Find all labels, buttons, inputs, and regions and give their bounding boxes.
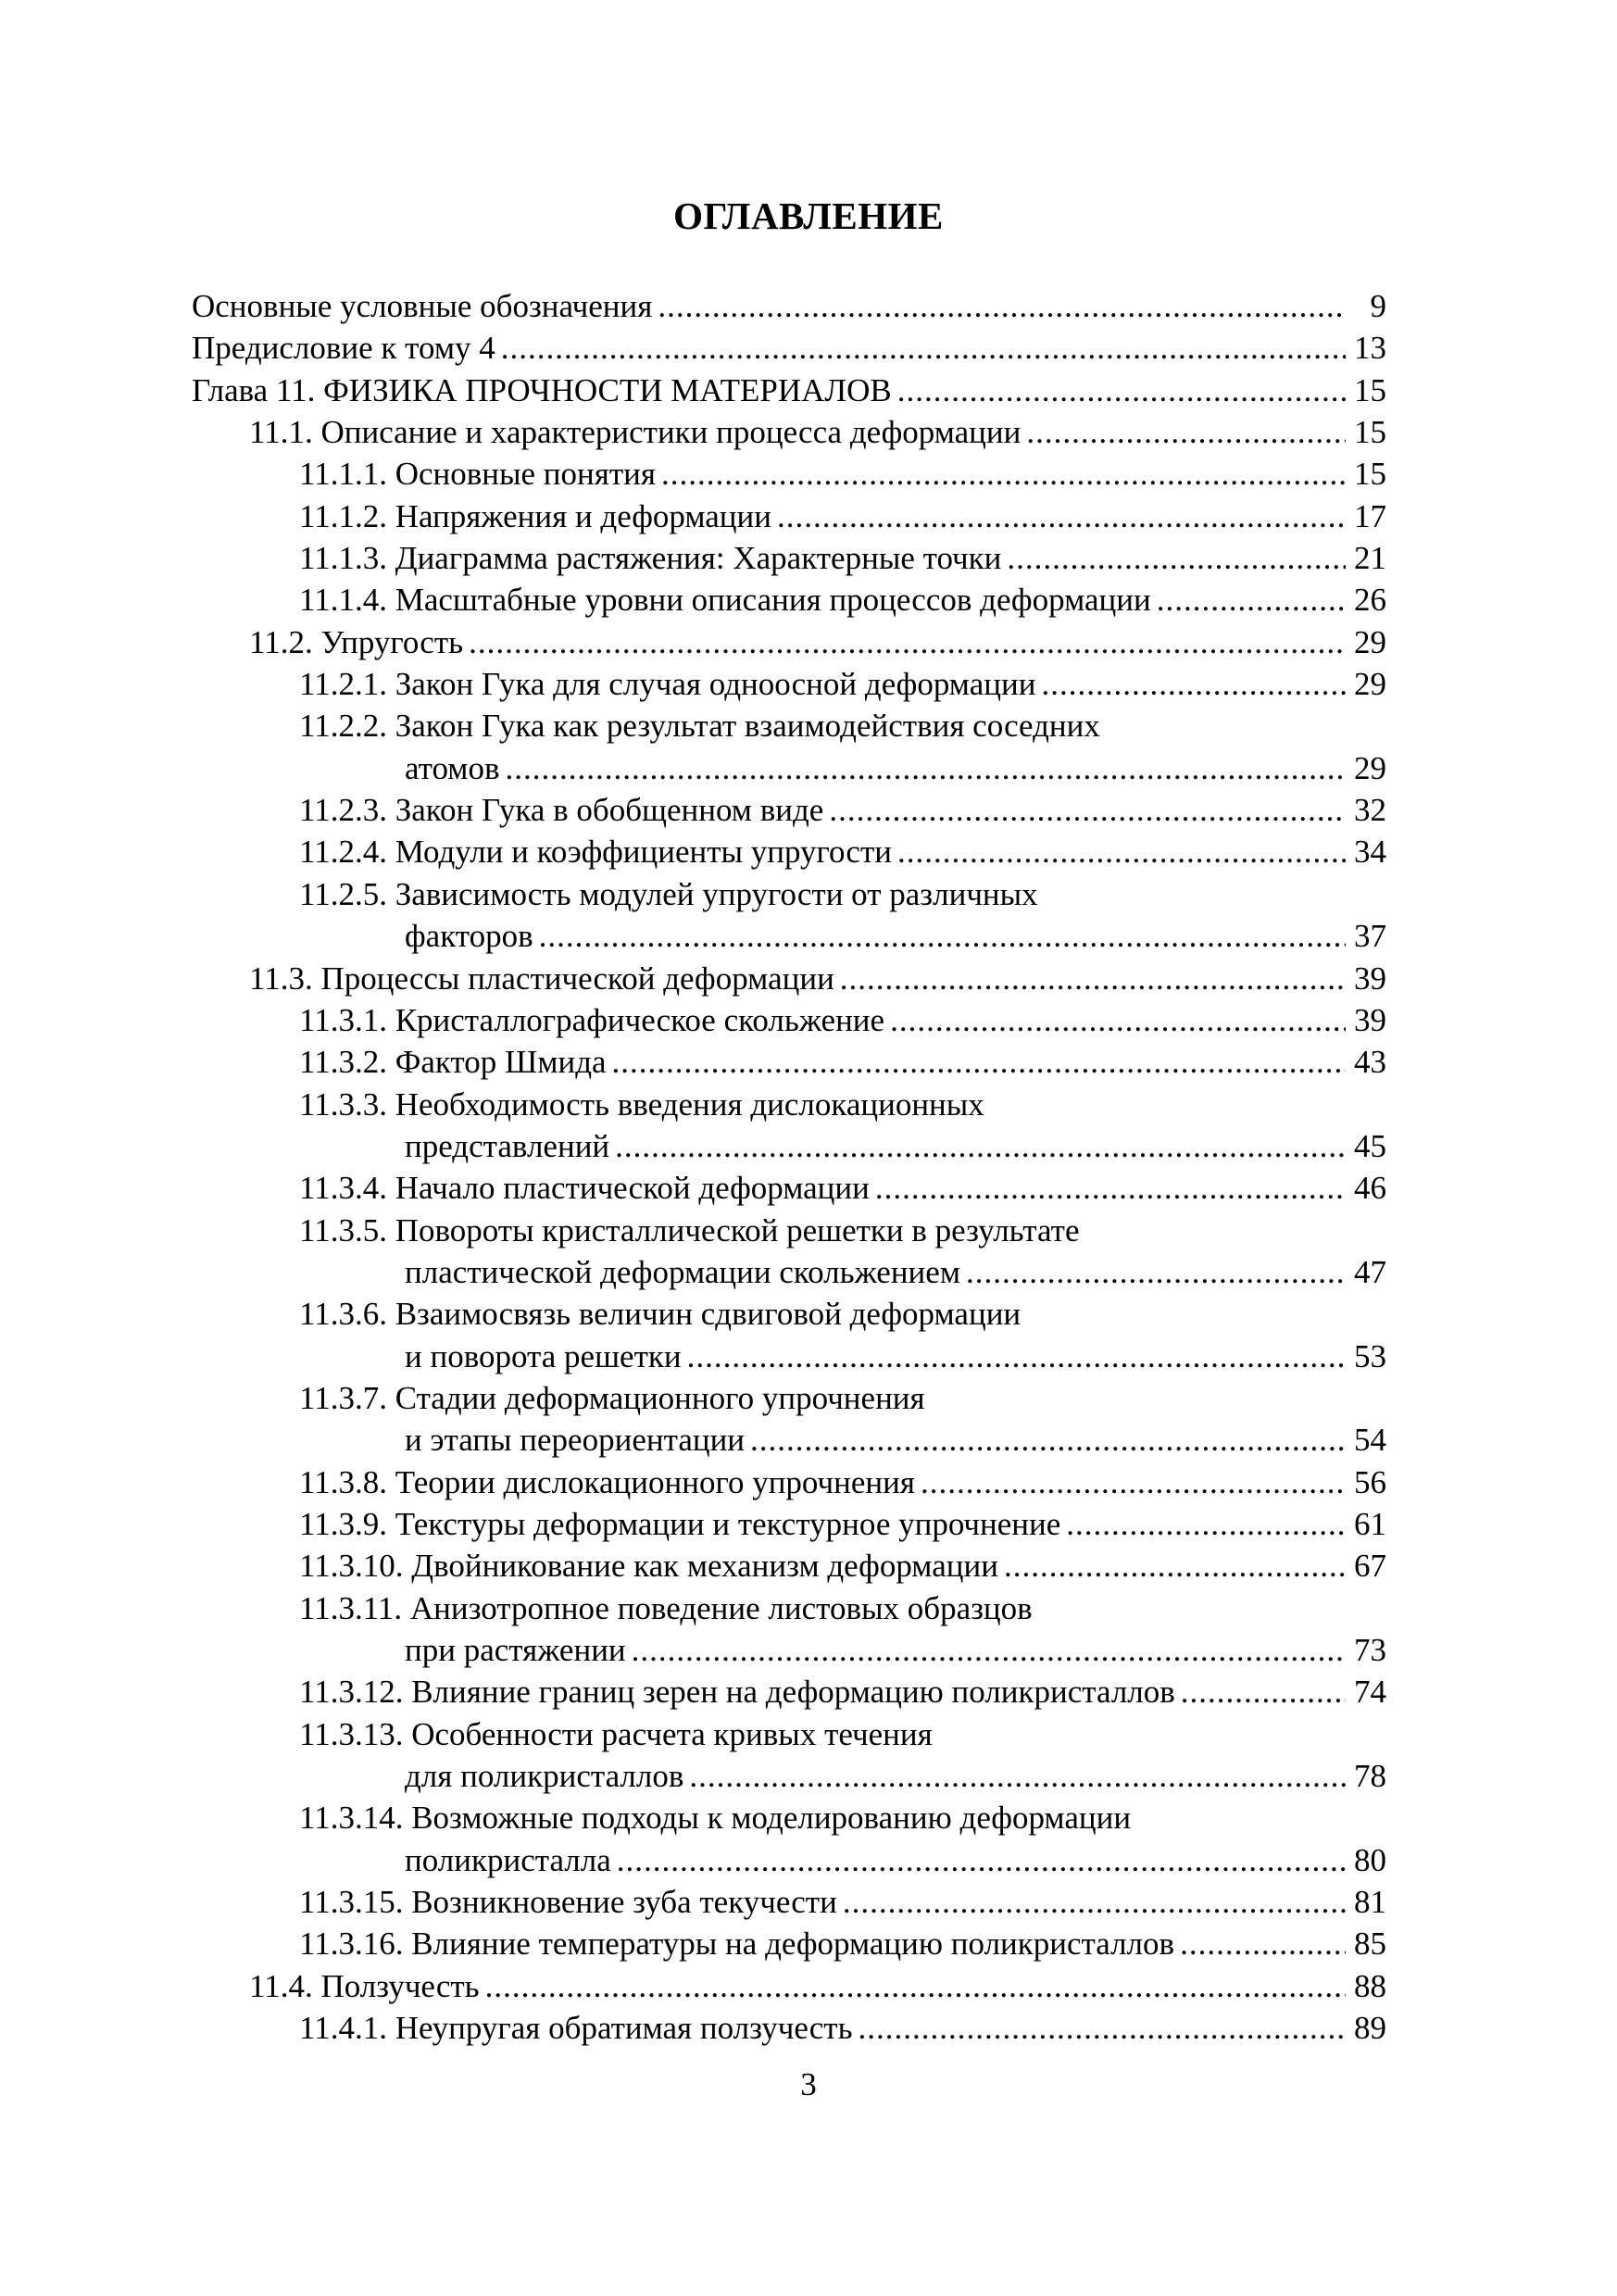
toc-entry-line <box>299 1084 1386 1125</box>
toc-page-number: 15 <box>1354 371 1386 408</box>
toc-entry <box>192 1503 1386 1545</box>
toc-dot-leader <box>897 831 1346 872</box>
toc-entry-line <box>192 327 1386 369</box>
toc-entry-line <box>405 1755 1386 1797</box>
toc-entry-line <box>192 370 1386 411</box>
toc-dot-leader <box>875 1167 1346 1209</box>
toc-dot-leader <box>1157 579 1346 621</box>
toc-dot-leader <box>687 1336 1346 1377</box>
toc-entry-title: 11.3.16. Влияние температуры на деформацию поликристаллов <box>299 1926 1175 1963</box>
toc-entry-continuation <box>192 1755 1386 1797</box>
toc-dot-leader <box>661 453 1346 495</box>
toc-dot-leader <box>1180 1923 1346 1964</box>
toc-page-number: 9 <box>1370 288 1386 324</box>
toc-entry-title: 11.1. Описание и характеристики процесса деформации <box>249 414 1022 451</box>
toc-page-number: 47 <box>1354 1253 1386 1290</box>
toc-page-number: 80 <box>1354 1841 1386 1878</box>
toc-entry <box>192 1167 1386 1209</box>
toc-entry-title: факторов <box>405 918 533 955</box>
toc-entry-continuation <box>192 1251 1386 1293</box>
toc-page-number: 88 <box>1354 1967 1386 2004</box>
toc-page-number: 73 <box>1354 1632 1386 1668</box>
toc-dot-leader <box>658 285 1346 327</box>
toc-entry <box>192 327 1386 369</box>
toc-entry-line <box>299 1797 1386 1838</box>
toc-entry-title: и поворота решетки <box>405 1337 682 1374</box>
toc-page-number: 89 <box>1354 2010 1386 2047</box>
toc-entry <box>192 1377 1386 1419</box>
toc-entry-line <box>405 1839 1386 1881</box>
toc-entry-line <box>405 1125 1386 1167</box>
toc-dot-leader <box>1181 1671 1346 1713</box>
toc-dot-leader <box>829 789 1346 831</box>
toc-entry-line <box>299 1293 1386 1335</box>
toc-entry <box>192 999 1386 1041</box>
toc-page-number: 45 <box>1354 1127 1386 1164</box>
toc-dot-leader <box>539 915 1346 957</box>
toc-entry-title: при растяжении <box>405 1632 626 1668</box>
toc-dot-leader <box>485 1965 1346 2007</box>
toc-entry-line <box>299 496 1386 537</box>
toc-entry <box>192 1041 1386 1083</box>
toc-entry-line <box>405 747 1386 789</box>
toc-entry-line <box>249 1965 1386 2007</box>
toc-entry-line <box>405 1419 1386 1461</box>
toc-entry-line <box>192 285 1386 327</box>
toc-entry-line <box>299 831 1386 872</box>
toc-entry-title: 11.1.2. Напряжения и деформации <box>299 497 771 534</box>
toc-entry-continuation <box>192 1839 1386 1881</box>
toc-page-number: 17 <box>1354 497 1386 534</box>
toc-entry <box>192 1923 1386 1964</box>
toc-page-number: 37 <box>1354 918 1386 955</box>
toc-entry <box>192 873 1386 915</box>
toc-entry <box>192 579 1386 621</box>
toc-entry <box>192 1965 1386 2007</box>
toc-entry <box>192 1797 1386 1838</box>
toc-entry-title: 11.4.1. Неупругая обратимая ползучесть <box>299 2010 853 2047</box>
toc-entry <box>192 831 1386 872</box>
toc-entry-line <box>299 999 1386 1041</box>
toc-page-number: 78 <box>1354 1758 1386 1795</box>
toc-entry-line <box>299 1671 1386 1713</box>
toc-entry-title: 11.4. Ползучесть <box>249 1967 480 2004</box>
toc-entry-line <box>299 579 1386 621</box>
toc-entry-title: 11.3.10. Двойникование как механизм деформации <box>299 1548 998 1585</box>
toc-entry-title: 11.3.15. Возникновение зуба текучести <box>299 1884 837 1921</box>
toc-entry <box>192 1084 1386 1125</box>
toc-entry <box>192 1210 1386 1251</box>
toc-entry-line <box>299 1041 1386 1083</box>
toc-dot-leader <box>1066 1503 1346 1545</box>
toc-entry-title: 11.3.5. Повороты кристаллической решетки в результате <box>299 1211 1080 1248</box>
toc-page-number: 29 <box>1354 666 1386 703</box>
toc-dot-leader <box>632 1629 1346 1671</box>
toc-dot-leader <box>612 1041 1346 1083</box>
toc-entry-title: 11.3.13. Особенности расчета кривых течения <box>299 1715 933 1752</box>
toc-dot-leader <box>859 2007 1346 2049</box>
toc-entry-line <box>249 621 1386 663</box>
toc-entry-line <box>299 789 1386 831</box>
toc-page-number: 39 <box>1354 1001 1386 1038</box>
toc-entry-title: 11.3. Процессы пластической деформации <box>249 960 834 997</box>
toc-entry-line <box>299 1462 1386 1503</box>
toc-entry-title: пластической деформации скольжением <box>405 1253 960 1290</box>
toc-entry <box>192 1293 1386 1335</box>
toc-dot-leader <box>1026 411 1346 453</box>
toc-entry <box>192 1671 1386 1713</box>
toc-dot-leader <box>897 370 1346 411</box>
toc-entry-line <box>299 1167 1386 1209</box>
toc-entry <box>192 621 1386 663</box>
toc-entry-line <box>299 537 1386 579</box>
toc-entry-title: представлений <box>405 1127 610 1164</box>
page-title: ОГЛАВЛЕНИЕ <box>673 194 944 237</box>
toc-entry-line <box>405 1251 1386 1293</box>
toc-page-number: 13 <box>1354 330 1386 367</box>
toc-entry <box>192 663 1386 705</box>
toc-entry <box>192 1462 1386 1503</box>
toc-entry-title: 11.1.1. Основные понятия <box>299 456 656 493</box>
toc-entry <box>192 370 1386 411</box>
toc-dot-leader <box>921 1462 1346 1503</box>
toc-dot-leader <box>689 1755 1346 1797</box>
toc-page-number: 46 <box>1354 1170 1386 1207</box>
toc-entry-line <box>405 1336 1386 1377</box>
toc-entry <box>192 285 1386 327</box>
toc-page-number: 26 <box>1354 582 1386 619</box>
toc-entry-title: 11.3.4. Начало пластической деформации <box>299 1170 870 1207</box>
toc-entry-title: Основные условные обозначения <box>192 288 653 324</box>
toc-entry <box>192 2007 1386 2049</box>
toc-entry-continuation <box>192 915 1386 957</box>
toc-entry <box>192 958 1386 999</box>
toc-entry-title: атомов <box>405 749 500 786</box>
toc-entry-title: 11.3.14. Возможные подходы к моделированию деформации <box>299 1800 1132 1837</box>
page-number: 3 <box>800 2066 817 2102</box>
toc-entry-title: 11.2.4. Модули и коэффициенты упругости <box>299 834 892 871</box>
toc-entry-line <box>249 411 1386 453</box>
toc-entry-title: 11.3.9. Текстуры деформации и текстурное упрочнение <box>299 1505 1061 1542</box>
toc-entry-title: и этапы переориентации <box>405 1422 746 1459</box>
toc-entry <box>192 1881 1386 1923</box>
toc-entry-line <box>299 1503 1386 1545</box>
toc-page-number: 53 <box>1354 1337 1386 1374</box>
toc-dot-leader <box>966 1251 1346 1293</box>
toc-entry-line <box>299 453 1386 495</box>
toc-entry-continuation <box>192 1125 1386 1167</box>
toc-entry-continuation <box>192 1629 1386 1671</box>
toc-page-number: 39 <box>1354 960 1386 997</box>
toc-entry-line <box>299 1713 1386 1755</box>
toc-page-number: 43 <box>1354 1044 1386 1081</box>
toc-dot-leader <box>1004 1545 1346 1587</box>
toc-page-number: 85 <box>1354 1926 1386 1963</box>
toc-entry-title: для поликристаллов <box>405 1758 684 1795</box>
toc-entry <box>192 1713 1386 1755</box>
toc-dot-leader <box>843 1881 1346 1923</box>
toc-entry <box>192 537 1386 579</box>
toc-dot-leader <box>1041 663 1346 705</box>
toc-dot-leader <box>505 747 1346 789</box>
toc-page-number: 67 <box>1354 1548 1386 1585</box>
toc-entry-title: Глава 11. ФИЗИКА ПРОЧНОСТИ МАТЕРИАЛОВ <box>192 371 892 408</box>
toc-entry-title: поликристалла <box>405 1841 611 1878</box>
toc-dot-leader <box>750 1419 1346 1461</box>
toc-entry-title: 11.3.11. Анизотропное поведение листовых образцов <box>299 1589 1033 1626</box>
toc-entry-line <box>405 915 1386 957</box>
toc-entry-title: 11.2.5. Зависимость модулей упругости от различных <box>299 875 1038 912</box>
toc-page-number: 81 <box>1354 1884 1386 1921</box>
toc-entry <box>192 496 1386 537</box>
toc-page-number: 61 <box>1354 1505 1386 1542</box>
toc-entry-title: 11.3.1. Кристаллографическое скольжение <box>299 1001 885 1038</box>
toc-entry-line <box>405 1629 1386 1671</box>
toc-dot-leader <box>777 496 1346 537</box>
toc-entry-continuation <box>192 747 1386 789</box>
toc-page-number: 32 <box>1354 792 1386 829</box>
toc-entry-line <box>299 705 1386 747</box>
toc-entry-line <box>299 1923 1386 1964</box>
toc-entry-title: 11.3.12. Влияние границ зерен на деформацию поликристаллов <box>299 1674 1175 1711</box>
toc-entry-line <box>299 1377 1386 1419</box>
toc-page-number: 15 <box>1354 456 1386 493</box>
toc-entry-title: 11.2.3. Закон Гука в обобщенном виде <box>299 792 824 829</box>
toc-entry-line <box>299 1210 1386 1251</box>
toc-page-number: 29 <box>1354 749 1386 786</box>
toc-entry-title: Предисловие к тому 4 <box>192 330 495 367</box>
toc-entry <box>192 453 1386 495</box>
toc-entry <box>192 1545 1386 1587</box>
toc-entry-title: 11.3.7. Стадии деформационного упрочнения <box>299 1379 925 1416</box>
toc-page-number: 54 <box>1354 1422 1386 1459</box>
toc-entry-line <box>299 1881 1386 1923</box>
toc-dot-leader <box>890 999 1346 1041</box>
toc-entry-title: 11.3.2. Фактор Шмида <box>299 1044 607 1081</box>
toc-entry-line <box>249 958 1386 999</box>
table-of-contents <box>192 285 1386 2049</box>
toc-entry-title: 11.2.2. Закон Гука как результат взаимодействия соседних <box>299 708 1100 745</box>
toc-page-number: 15 <box>1354 414 1386 451</box>
toc-page-number: 29 <box>1354 623 1386 660</box>
toc-page-number: 21 <box>1354 540 1386 577</box>
toc-page-number: 56 <box>1354 1463 1386 1500</box>
toc-entry-title: 11.2. Упругость <box>249 623 464 660</box>
toc-entry-title: 11.3.6. Взаимосвязь величин сдвиговой деформации <box>299 1296 1022 1333</box>
toc-page-number: 74 <box>1354 1674 1386 1711</box>
toc-entry-line <box>299 873 1386 915</box>
toc-dot-leader <box>617 1839 1346 1881</box>
toc-entry-title: 11.1.3. Диаграмма растяжения: Характерные точки <box>299 540 1002 577</box>
toc-entry-line <box>299 1587 1386 1629</box>
toc-dot-leader <box>615 1125 1346 1167</box>
toc-entry <box>192 411 1386 453</box>
toc-entry-title: 11.1.4. Масштабные уровни описания процессов деформации <box>299 582 1151 619</box>
toc-dot-leader <box>501 327 1346 369</box>
toc-entry-title: 11.3.3. Необходимость введения дислокационных <box>299 1085 984 1123</box>
toc-dot-leader <box>840 958 1346 999</box>
toc-entry-line <box>299 2007 1386 2049</box>
toc-entry-title: 11.2.1. Закон Гука для случая одноосной деформации <box>299 666 1036 703</box>
toc-entry-title: 11.3.8. Теории дислокационного упрочнения <box>299 1463 915 1500</box>
toc-entry-continuation <box>192 1336 1386 1377</box>
toc-entry-line <box>299 1545 1386 1587</box>
toc-entry <box>192 705 1386 747</box>
toc-dot-leader <box>469 621 1346 663</box>
toc-dot-leader <box>1007 537 1346 579</box>
toc-entry <box>192 789 1386 831</box>
toc-entry-continuation <box>192 1419 1386 1461</box>
toc-entry-line <box>299 663 1386 705</box>
toc-page-number: 34 <box>1354 834 1386 871</box>
toc-entry <box>192 1587 1386 1629</box>
